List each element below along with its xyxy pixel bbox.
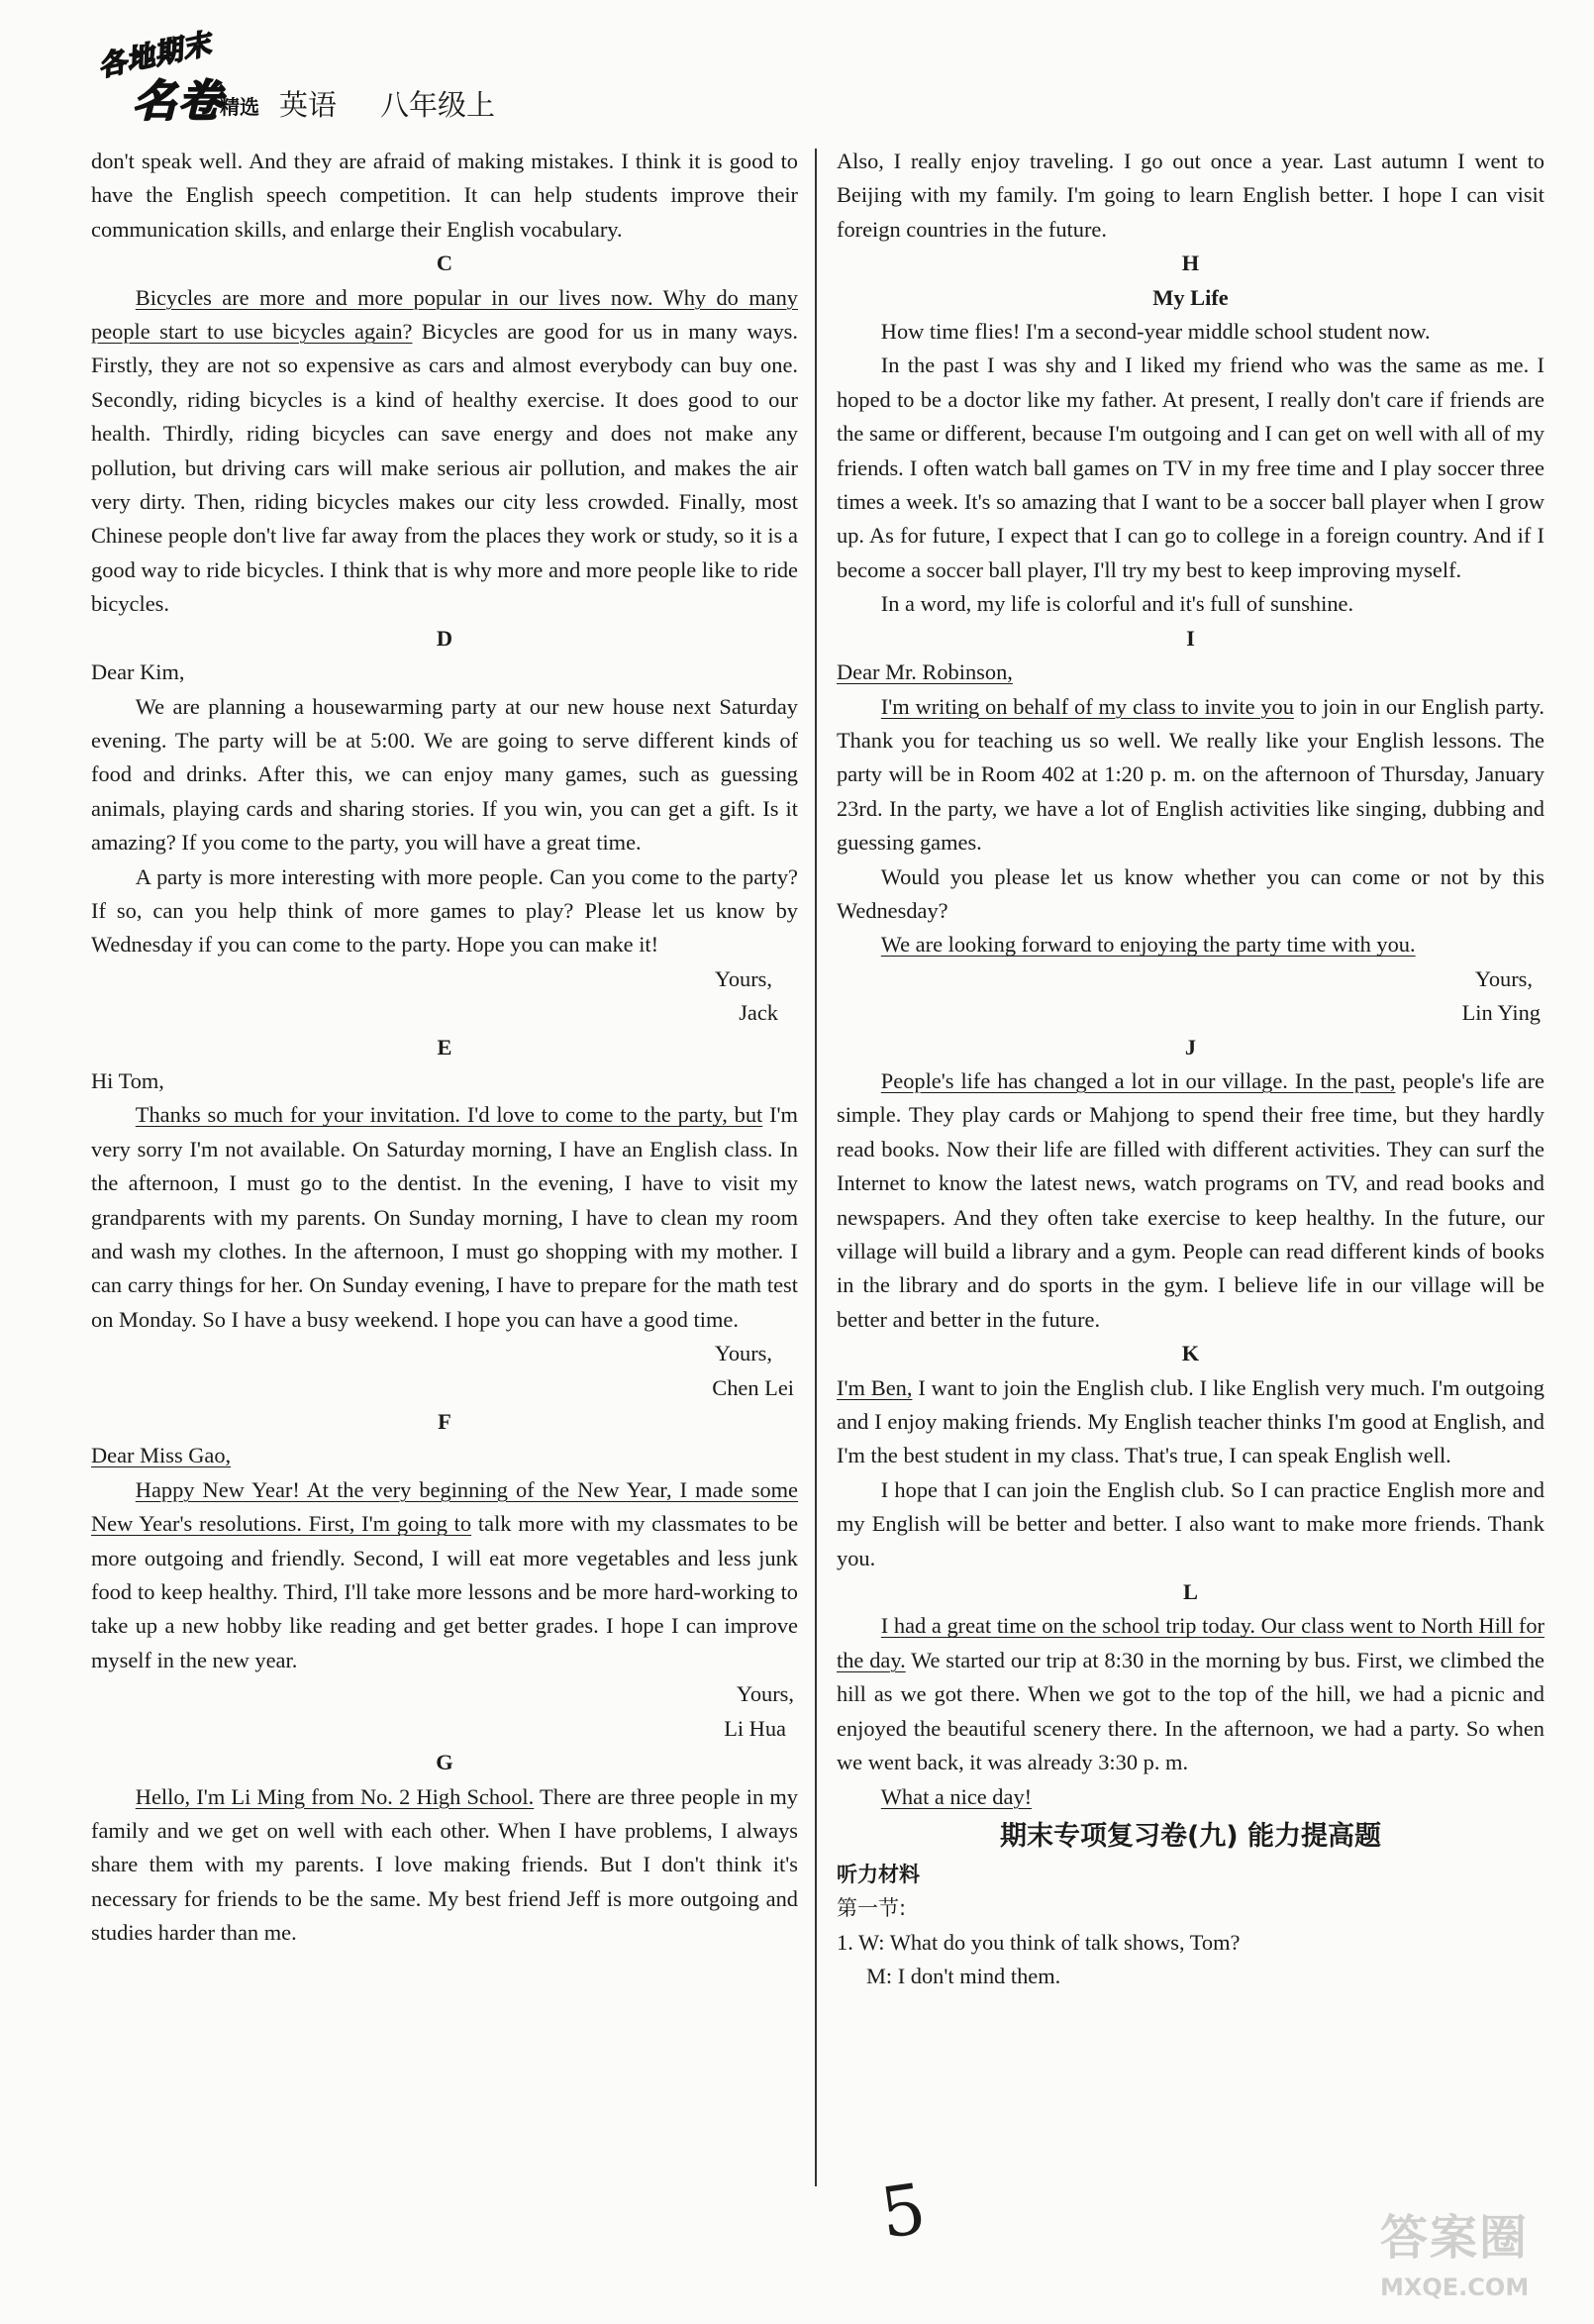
passage-c-topic-sentence: Bicycles are more and more popular in our lives now. Why do many people start to use bicycles again? [91, 284, 798, 345]
passage-h-paragraph-2: In the past I was shy and I liked my friend who was the same as me. I hoped to be a doctor like my father. At present, I really don't care if friends are the same or different, because I'm outgoing and I can get on well with all of my friends. I often watch ball games on TV in my free time and I play soccer three times a week. It's so amazing that I want to be a soccer ball player when I grow up. As for future, I expect that I can go to college in a foreign country. And if I become a soccer ball player, I'll try my best to keep improving myself. [837, 353, 1544, 582]
passage-g-body: There are three people in my family and we get on well with each other. When I have problems, I always share them with my parents. I love making friends. But I don't think it's necessary for friends to be the same. My best friend Jeff is more outgoing and studies harder than me. [91, 1783, 798, 1946]
letter-d-greeting: Dear Kim, [91, 659, 185, 685]
letter-e-body-text: I'm very sorry I'm not available. On Saturday morning, I have an English class. In the afternoon, I must go to the dentist. In the evening, I have to visit my grandparents with my parents. On Sunday morning, I have to clean my room and wash my clothes. In the afternoon, I must go shopping with my mother. I can carry things for her. On Sunday evening, I have to prepare for the math test on Monday. So I have a busy weekend. I hope you can have a good time. [91, 1102, 798, 1332]
letter-i-body-text: to join in our English party. Thank you for teaching us so well. We really like your English lessons. The party will be in Room 402 at 1:20 p. m. on the afternoon of Thursday, January 23rd. In the party, we have a lot of English activities like singing, dubbing and guessing games. [837, 693, 1544, 856]
listening-material-label: 听力材料 [837, 1862, 920, 1886]
passage-label-j: J [1184, 1034, 1197, 1060]
passage-g-continued: Also, I really enjoy traveling. I go out once a year. Last autumn I went to Beijing with my family. I'm going to learn English better. I hope I can visit foreign countries in the future. [837, 149, 1544, 242]
passage-c-body: Bicycles are good for us in many ways. Firstly, they are not so expensive as cars and almost everybody can buy one. Secondly, riding bicycles is a kind of healthy exercise. It does good to our health. Thirdly, riding bicycles can save energy and does not make any pollution, but driving cars will make serious air pollution, and makes the air very dirty. Then, riding bicycles makes our city less crowded. Finally, most Chinese people don't live far away from the places they work or study, so it is a good way to ride bicycles. I think that is why more and more people like to ride bicycles. [91, 319, 798, 617]
section-one-label: 第一节: [837, 1896, 907, 1921]
passage-h-title: My Life [1152, 284, 1229, 310]
letter-i-body [837, 690, 1544, 860]
passage-label-d: D [436, 625, 453, 651]
letter-d-paragraph-2: A party is more interesting with more people. Can you come to the party? If so, can you help think of more games to play? Please let us know by Wednesday if you can come to the party. Hope you can make it! [91, 863, 798, 958]
exam-section-title: 期末专项复习卷(九) 能力提高题 [999, 1820, 1382, 1852]
question-1-woman: 1. W: What do you think of talk shows, Tom? [837, 1929, 1241, 1955]
passage-h-paragraph-1: How time flies! I'm a second-year middle school student now. [880, 319, 1431, 345]
letter-e-greeting: Hi Tom, [91, 1067, 164, 1093]
passage-j-topic-sentence: People's life has changed a lot in our village. In the past, [880, 1067, 1396, 1093]
letter-f-topic-sentence: Happy New Year! At the very beginning of the New Year, I made some New Year's resolutions. First, I'm going to [91, 1476, 798, 1537]
passage-h-paragraph-3: In a word, my life is colorful and it's full of sunshine. [880, 591, 1354, 617]
watermark-url: MXQE.COM [1380, 2273, 1530, 2301]
left-column [91, 145, 798, 1951]
letter-i-greeting: Dear Mr. Robinson, [837, 659, 1013, 685]
passage-k-topic-sentence: I'm Ben, [837, 1374, 913, 1400]
logo-top-text: 各地期末 [95, 29, 215, 83]
site-watermark [1380, 2199, 1558, 2308]
letter-d-signature: Jack [739, 1000, 778, 1026]
letter-e-signature: Chen Lei [712, 1374, 794, 1400]
passage-label-l: L [1183, 1579, 1198, 1605]
watermark-logo-text: 答案圈 [1380, 2210, 1530, 2266]
letter-i-topic-sentence: I'm writing on behalf of my class to invite you [880, 693, 1294, 719]
letter-e-topic-sentence: Thanks so much for your invitation. I'd love to come to the party, but [135, 1102, 763, 1128]
logo-main-text: 名卷 [133, 77, 224, 126]
passage-g-topic-sentence: Hello, I'm Li Ming from No. 2 High School. [135, 1783, 535, 1809]
passage-label-g: G [436, 1750, 453, 1775]
passage-l-body: We started our trip at 8:30 in the morning by bus. First, we climbed the hill as we got there. When we got to the top of the hill, we had a picnic and enjoyed the beautiful scenery there. In the afternoon, we had a party. So when we went back, it was already 3:30 p. m. [837, 1647, 1544, 1775]
letter-f-body [91, 1473, 798, 1677]
letter-e-body [91, 1098, 798, 1337]
passage-label-h: H [1181, 251, 1200, 276]
logo-sub-text: 精选 [220, 97, 259, 119]
letter-f-body-text: talk more with my classmates to be more outgoing and friendly. Second, I will eat more vegetables and less junk food to keep healthy. Third, I'll take more lessons and be more hard-working to take up a new hobby like reading and get better grades. I hope I can improve myself in the new year. [91, 1511, 799, 1672]
passage-label-e: E [437, 1034, 452, 1060]
letter-f-greeting: Dear Miss Gao, [91, 1443, 232, 1468]
passage-l-closing [837, 1780, 1544, 1814]
passage-j-body: people's life are simple. They play cards or Mahjong to spend their free time, but they hardly read books. Now their life are filled with different activities. They can surf the Internet to know the latest news, watch programs on TV, and read books and newspapers. And they often take exercise to keep healthy. In the future, our village will build a library and a gym. People can read different kinds of books in the library and do sports in the gym. I believe life in our village will be better and better in the future. [837, 1067, 1544, 1332]
page-header [91, 30, 685, 129]
page-number: 5 [875, 2168, 932, 2255]
letter-d-closing: Yours, [714, 965, 772, 991]
passage-g [91, 1780, 798, 1951]
letter-i-closing-sentence [837, 928, 1544, 961]
letter-i-paragraph-2: Would you please let us know whether you can come or not by this Wednesday? [837, 863, 1544, 923]
passage-j [837, 1064, 1544, 1337]
letter-i-signature: Lin Ying [1461, 1000, 1541, 1026]
letter-i-closing: Yours, [1474, 965, 1533, 991]
question-1-man: M: I don't mind them. [866, 1964, 1061, 1989]
letter-e-closing: Yours, [714, 1341, 772, 1366]
passage-k [837, 1371, 1544, 1473]
passage-c [91, 281, 798, 622]
passage-label-f: F [438, 1409, 451, 1435]
passage-l [837, 1609, 1544, 1779]
passage-k-body: I want to join the English club. I like English very much. I'm outgoing and I enjoy making friends. My English teacher thinks I'm good at English, and I'm the best student in my class. That's true, I can speak English well. [837, 1374, 1544, 1468]
passage-label-c: C [436, 251, 453, 276]
right-column [837, 145, 1544, 1994]
passage-label-k: K [1181, 1341, 1200, 1366]
subject-label: 英语 [279, 90, 338, 122]
passage-k-paragraph-2: I hope that I can join the English club. So I can practice English more and my English will be better and better. I also want to make more friends. Thank you. [837, 1476, 1544, 1570]
passage-b-continued: don't speak well. And they are afraid of making mistakes. I think it is good to have the English speech competition. It can help students improve their communication skills, and enlarge their English vocabulary. [91, 149, 798, 242]
letter-d-paragraph-1: We are planning a housewarming party at our new house next Saturday evening. The party will be at 5:00. We are going to serve different kinds of food and drinks. After this, we can enjoy many games, such as guessing animals, playing cards and sharing stories. If you win, you can get a gift. Is it amazing? If you come to the party, you will have a great time. [91, 693, 798, 856]
letter-f-closing: Yours, [736, 1681, 794, 1707]
passage-label-i: I [1186, 625, 1195, 651]
passage-l-closing-underlined: What a nice day! [880, 1783, 1033, 1809]
letter-f-signature: Li Hua [724, 1715, 786, 1741]
grade-label: 八年级上 [380, 90, 496, 122]
column-divider [815, 149, 817, 2186]
series-logo [91, 30, 271, 125]
letter-i-closing-underlined: We are looking forward to enjoying the party time with you. [880, 932, 1416, 958]
passage-l-topic-sentence: I had a great time on the school trip today. Our class went to North Hill for the day. [837, 1613, 1544, 1672]
